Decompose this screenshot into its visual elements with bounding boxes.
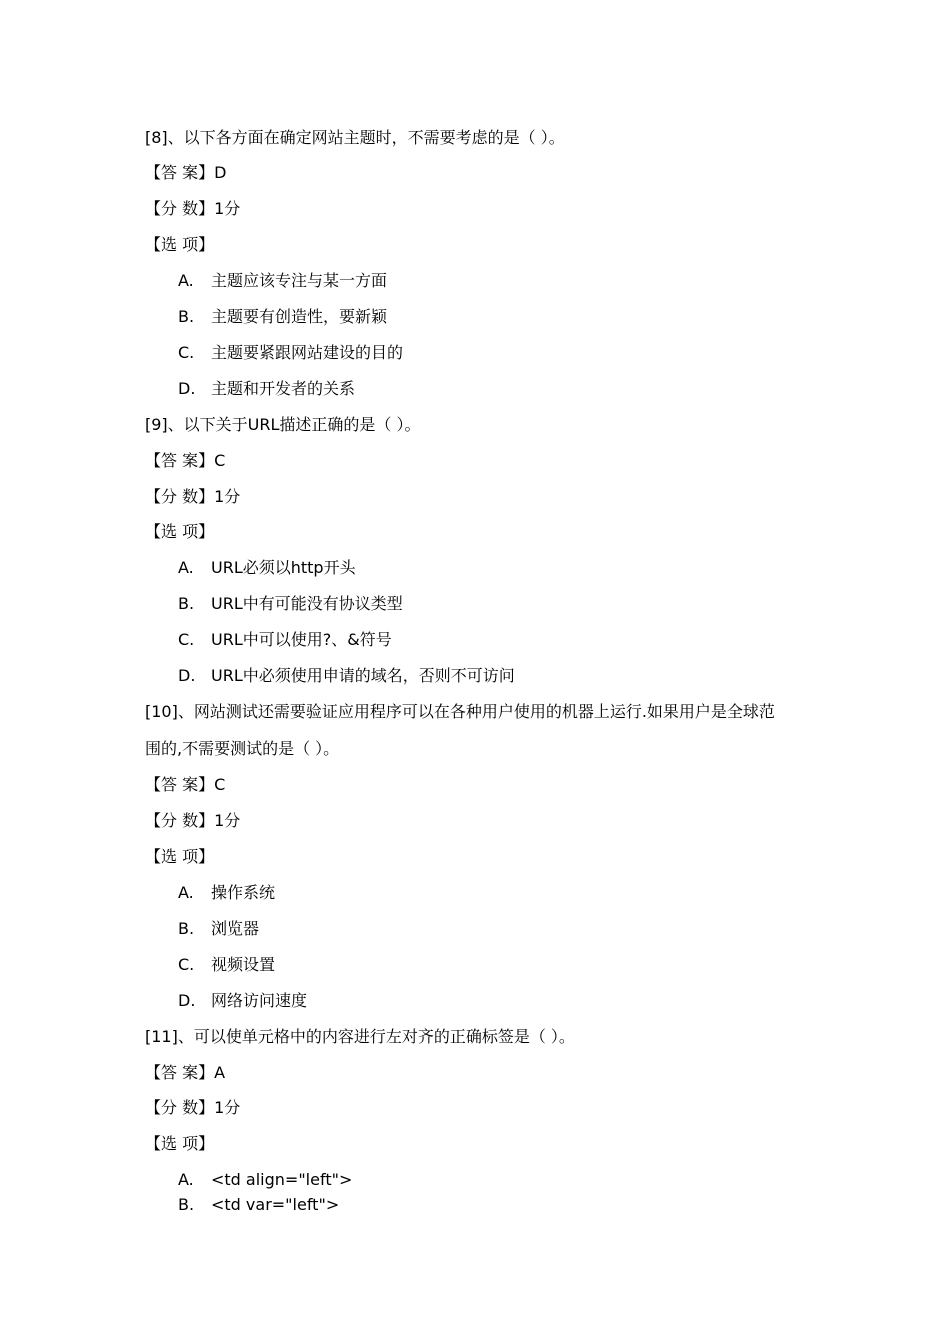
option-item — [178, 666, 515, 686]
option-item — [178, 558, 356, 578]
score-line: 【分 数】1分 — [145, 199, 241, 218]
option-letter: A. — [178, 1170, 194, 1189]
option-item — [178, 919, 259, 939]
option-item — [178, 1170, 352, 1190]
option-text: 主题和开发者的关系 — [211, 379, 356, 398]
option-item — [178, 955, 275, 975]
option-text: 视频设置 — [211, 955, 276, 974]
option-letter: A. — [178, 558, 194, 577]
question-stem-line1: [10]、网站测试还需要验证应用程序可以在各种用户使用的机器上运行.如果用户是全球范 — [145, 702, 775, 721]
option-letter: D. — [178, 991, 196, 1010]
option-item — [178, 271, 387, 291]
option-letter: B. — [178, 919, 195, 938]
option-text: 操作系统 — [211, 883, 276, 902]
option-text: URL中可以使用?、&符号 — [211, 630, 392, 649]
option-letter: D. — [178, 666, 196, 685]
option-letter: B. — [178, 1195, 195, 1214]
answer-line: 【答 案】C — [145, 451, 226, 470]
option-item — [178, 883, 275, 903]
option-text: URL中有可能没有协议类型 — [211, 594, 403, 613]
answer-line: 【答 案】D — [145, 163, 227, 182]
question-stem: [8]、以下各方面在确定网站主题时，不需要考虑的是（ ）。 — [145, 128, 565, 147]
option-text: 主题要有创造性，要新颖 — [211, 307, 388, 326]
option-letter: D. — [178, 379, 196, 398]
option-item — [178, 307, 387, 327]
options-label: 【选 项】 — [145, 522, 215, 541]
question-stem: [9]、以下关于URL描述正确的是（ ）。 — [145, 415, 421, 434]
option-text: URL必须以http开头 — [211, 558, 356, 577]
option-letter: C. — [178, 955, 195, 974]
option-text: 主题要紧跟网站建设的目的 — [211, 343, 404, 362]
question-stem-line2: 围的,不需要测试的是（ ）。 — [145, 739, 340, 758]
score-line: 【分 数】1分 — [145, 487, 241, 506]
option-letter: B. — [178, 307, 195, 326]
option-text: 浏览器 — [211, 919, 260, 938]
options-label: 【选 项】 — [145, 235, 215, 254]
option-text: URL中必须使用申请的域名，否则不可访问 — [211, 666, 515, 685]
option-text: <td align="left"> — [211, 1170, 353, 1189]
answer-line: 【答 案】C — [145, 775, 226, 794]
option-item — [178, 630, 392, 650]
option-item — [178, 379, 355, 399]
option-item — [178, 991, 307, 1011]
option-item — [178, 594, 403, 614]
option-letter: A. — [178, 271, 194, 290]
option-letter: C. — [178, 630, 195, 649]
score-line: 【分 数】1分 — [145, 1098, 241, 1117]
answer-line: 【答 案】A — [145, 1063, 226, 1082]
option-letter: B. — [178, 594, 195, 613]
question-stem: [11]、可以使单元格中的内容进行左对齐的正确标签是（ ）。 — [145, 1027, 575, 1046]
option-text: <td var="left"> — [211, 1195, 340, 1214]
option-text: 主题应该专注与某一方面 — [211, 271, 388, 290]
option-letter: A. — [178, 883, 194, 902]
option-item — [178, 1195, 339, 1215]
options-label: 【选 项】 — [145, 1134, 215, 1153]
option-letter: C. — [178, 343, 195, 362]
score-line: 【分 数】1分 — [145, 811, 241, 830]
options-label: 【选 项】 — [145, 847, 215, 866]
option-item — [178, 343, 403, 363]
option-text: 网络访问速度 — [211, 991, 308, 1010]
